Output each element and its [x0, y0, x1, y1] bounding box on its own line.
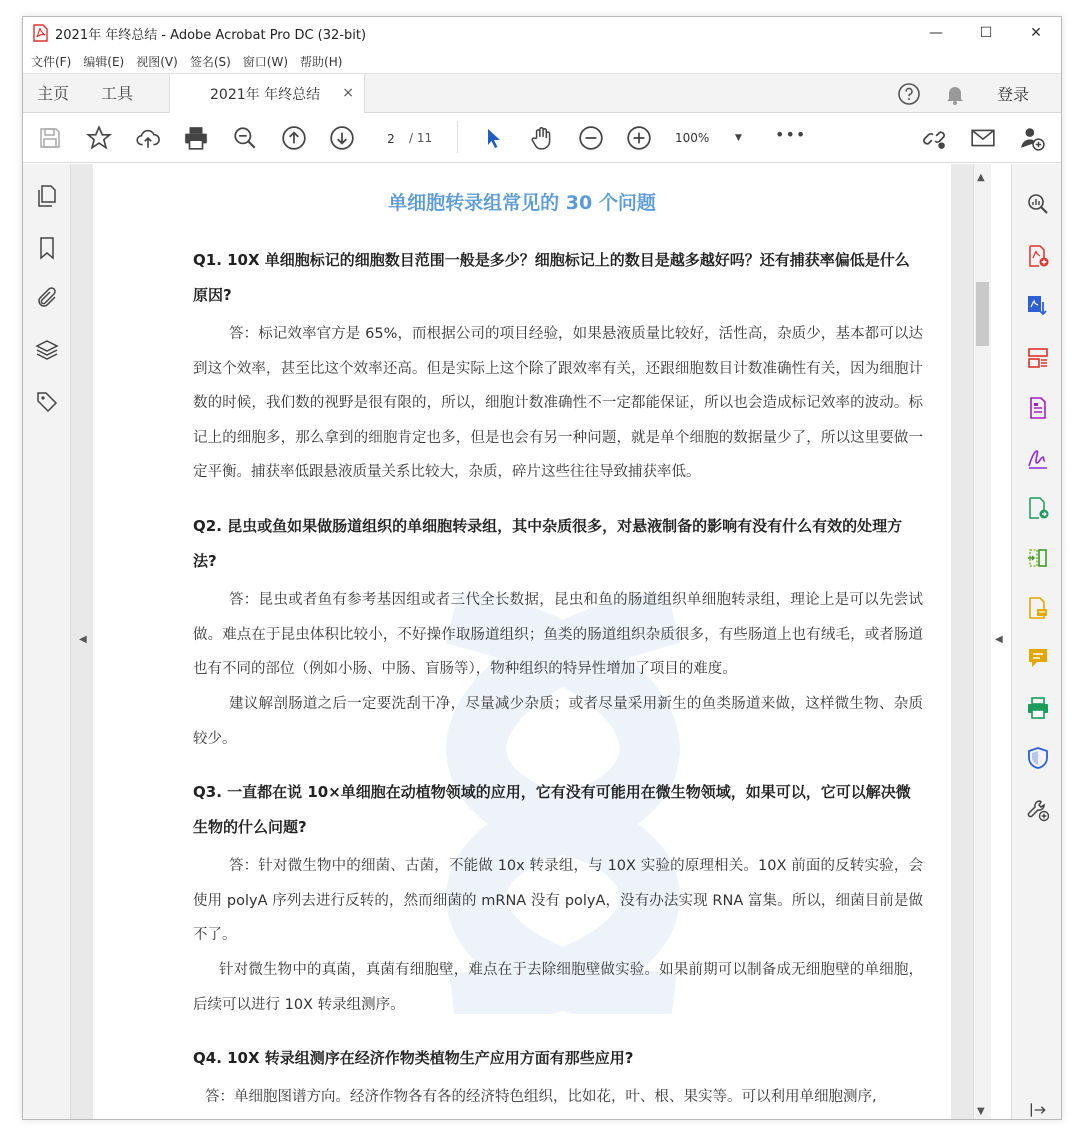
create-pdf-icon[interactable] — [1024, 242, 1052, 270]
tab-tools[interactable]: 工具 — [101, 84, 134, 103]
q3-answer: 答：针对微生物中的细菌、古菌，不能做 10x 转录组，与 10X 实验的原理相关。10X 前面的反转实验，会使用 polyA 序列去进行反转的，然而细菌的 mRNA 没有 polyA，没有办法实现 RNA 富集。所以，细菌目前是做不了。 — [193, 858, 923, 944]
toolbar-divider — [457, 121, 458, 153]
more-tools-wrench-icon[interactable] — [1024, 796, 1052, 824]
document-title: 单细胞转录组常见的 30 个问题 — [388, 192, 656, 214]
menu-window[interactable]: 窗口(W) — [242, 54, 289, 69]
export-pdf-icon[interactable] — [1024, 292, 1052, 320]
q3-fungi-answer: 针对微生物中的真菌，真菌有细胞壁，难点在于去除细胞壁做实验。如果前期可以制备成无细胞壁的单细胞，后续可以进行 10X 转录组测序。 — [193, 962, 923, 1013]
fill-sign-icon[interactable] — [1024, 444, 1052, 472]
zoom-level[interactable]: 100% — [675, 131, 710, 145]
acrobat-pdf-icon — [31, 24, 49, 42]
tab-home[interactable]: 主页 — [37, 84, 70, 103]
collapse-left-pane-button[interactable]: ◀ — [79, 634, 87, 645]
select-cursor-icon[interactable] — [479, 123, 509, 153]
send-for-review-icon[interactable] — [1024, 494, 1052, 522]
enhance-zoom-icon[interactable] — [1024, 190, 1052, 218]
notification-bell-icon[interactable] — [943, 82, 967, 106]
hand-tool-icon[interactable] — [527, 123, 557, 153]
zoom-out-search-icon[interactable] — [230, 123, 260, 153]
help-icon[interactable] — [897, 82, 921, 106]
menu-edit[interactable]: 编辑(E) — [83, 54, 125, 69]
share-link-icon[interactable] — [919, 123, 949, 153]
menu-view[interactable]: 视图(V) — [136, 54, 178, 69]
collapse-tools-pane-icon[interactable] — [1024, 1096, 1052, 1120]
menu-sign[interactable]: 签名(S) — [189, 54, 231, 69]
page-thumbnails-icon[interactable] — [33, 182, 61, 210]
tab-document[interactable] — [169, 74, 365, 114]
window-title: 2021年 年终总结 - Adobe Acrobat Pro DC (32-bit) — [55, 27, 367, 43]
cloud-upload-icon[interactable] — [133, 123, 163, 153]
right-tools-pane — [1011, 164, 1062, 1120]
window-controls — [911, 17, 1061, 49]
q4-heading: Q4. 10X 转录组测序在经济作物类植物生产应用方面有那些应用? — [193, 1049, 634, 1067]
scrollbar-thumb[interactable] — [976, 282, 989, 346]
more-tools-icon[interactable]: ••• — [775, 125, 807, 144]
collapse-right-pane-button[interactable]: ◀ — [995, 634, 1003, 645]
tab-close-button[interactable]: × — [342, 85, 354, 101]
protect-shield-icon[interactable] — [1024, 744, 1052, 772]
login-button[interactable]: 登录 — [997, 85, 1030, 104]
previous-page-icon[interactable] — [279, 123, 309, 153]
zoom-dropdown-caret[interactable]: ▼ — [735, 133, 742, 143]
save-icon[interactable] — [35, 123, 65, 153]
tags-icon[interactable] — [33, 388, 61, 416]
tab-bar — [23, 73, 1061, 113]
q1-heading: Q1. 10X 单细胞标记的细胞数目范围一般是多少？细胞标记上的数目是越多越好吗？还有捕获率偏低是什么原因? — [193, 251, 910, 304]
maximize-button[interactable]: ☐ — [979, 25, 993, 41]
q4-answer: 答：单细胞图谱方向。经济作物各有各的经济特色组织，比如花，叶、根、果实等。可以利用单细胞测序, — [205, 1089, 877, 1105]
q3-heading: Q3. 一直都在说 10×单细胞在动植物领域的应用，它有没有可能用在微生物领域，如果可以，它可以解决微生物的什么问题? — [193, 783, 911, 836]
menu-file[interactable]: 文件(F) — [31, 54, 72, 69]
comment-icon[interactable] — [1024, 644, 1052, 672]
q2-answer: 答：昆虫或者鱼有参考基因组或者三代全长数据，昆虫和鱼的肠道组织单细胞转录组，理论上是可以先尝试做。难点在于昆虫体积比较小，不好操作取肠道组织；鱼类的肠道组织杂质很多，有些肠道上也有绒毛，或者肠道也有不同的部位（例如小肠、中肠、盲肠等），物种组织的特异性增加了项目的难度。 — [193, 592, 923, 678]
add-user-icon[interactable] — [1017, 123, 1047, 153]
attachments-paperclip-icon[interactable] — [33, 284, 61, 312]
minimize-button[interactable]: — — [929, 25, 943, 41]
title-bar — [23, 17, 1061, 49]
comment-export-icon[interactable] — [1024, 594, 1052, 622]
tab-document-label: 2021年 年终总结 — [210, 87, 321, 103]
scroll-down-arrow[interactable]: ▼ — [977, 1106, 985, 1117]
close-window-button[interactable]: ✕ — [1030, 25, 1042, 41]
compare-files-icon[interactable] — [1024, 544, 1052, 572]
organize-pages-icon[interactable] — [1024, 344, 1052, 372]
scroll-up-arrow[interactable]: ▲ — [977, 172, 985, 183]
print-icon[interactable] — [181, 123, 211, 153]
q2-advice: 建议解剖肠道之后一定要洗刮干净，尽量减少杂质；或者尽量采用新生的鱼类肠道来做，这样微生物、杂质较少。 — [193, 696, 923, 747]
bookmark-star-icon[interactable] — [84, 123, 114, 153]
bookmarks-icon[interactable] — [33, 234, 61, 262]
page-total: / 11 — [409, 131, 433, 145]
menu-help[interactable]: 帮助(H) — [300, 54, 343, 69]
q2-heading: Q2. 昆虫或鱼如果做肠道组织的单细胞转录组，其中杂质很多，对悬液制备的影响有没有什么有效的处理方法? — [193, 517, 903, 570]
menu-bar — [23, 49, 1061, 73]
zoom-in-icon[interactable] — [624, 123, 654, 153]
pdf-page — [93, 164, 951, 1120]
acrobat-window — [22, 16, 1062, 1120]
edit-pdf-icon[interactable] — [1024, 394, 1052, 422]
print-production-icon[interactable] — [1024, 694, 1052, 722]
zoom-out-icon[interactable] — [576, 123, 606, 153]
document-viewport[interactable] — [71, 164, 973, 1120]
toolbar — [23, 113, 1061, 163]
page-number-input[interactable]: 2 — [377, 126, 405, 150]
next-page-icon[interactable] — [327, 123, 357, 153]
left-navigation-pane — [23, 164, 71, 1120]
q1-answer: 答：标记效率官方是 65%，而根据公司的项目经验，如果悬液质量比较好，活性高，杂质少，基本都可以达到这个效率，甚至比这个效率还高。但是实际上这个除了跟效率有关，还跟细胞数目计数准确性有关，因为细胞计数的时候，我们数的视野是很有限的，所以，细胞计数准确性不一定都能保证，所以也会造成标记效率的波动。标记上的细胞多，那么拿到的细胞肯定也多，但是也会有另一种问题，就是单个细胞的数据量少了，所以这里要做一定平衡。捕获率低跟悬液质量关系比较大，杂质，碎片这些往往导致捕获率低。 — [193, 326, 923, 481]
email-icon[interactable] — [968, 123, 998, 153]
layers-icon[interactable] — [33, 336, 61, 364]
vertical-scrollbar[interactable] — [973, 164, 991, 1120]
